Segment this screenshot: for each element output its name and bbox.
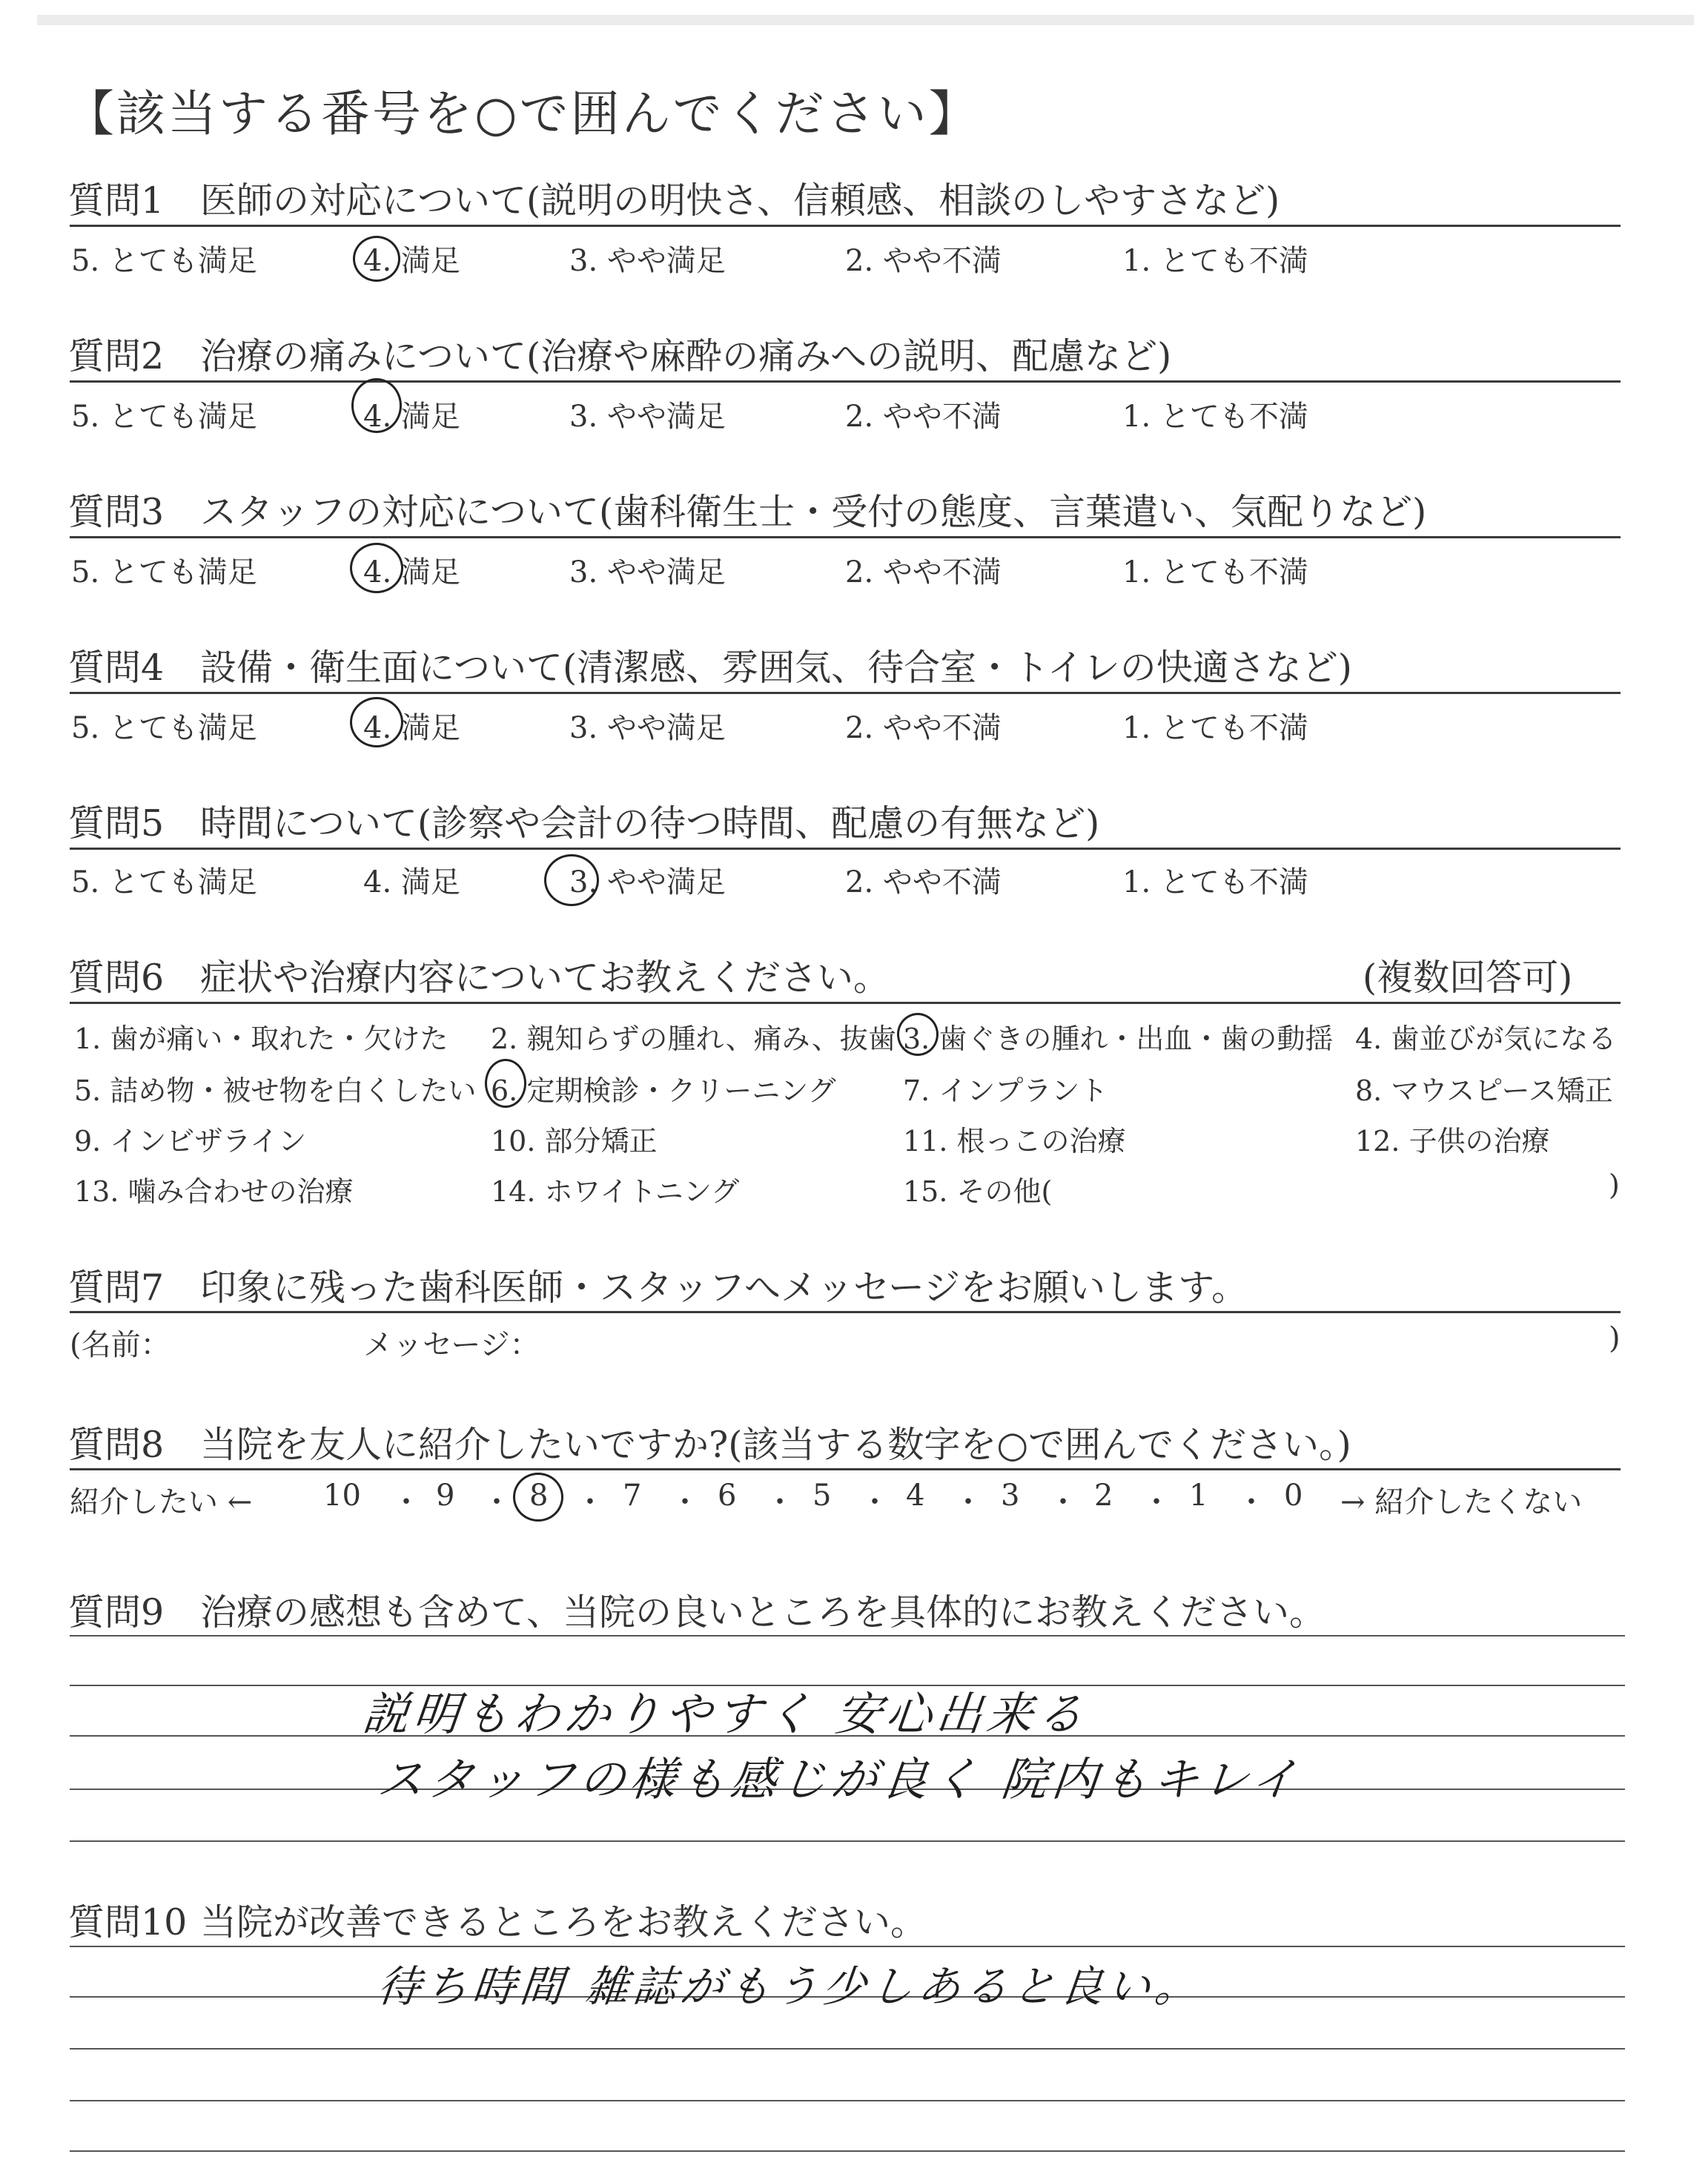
answer-line: [70, 1635, 1625, 1636]
answer-line: [70, 2100, 1625, 2101]
selection-circle: [353, 236, 400, 282]
question-text: スタッフの対応について(歯科衛生士・受付の態度、言葉遣い、気配りなど): [200, 491, 1427, 533]
option-2[interactable]: 2. やや不満: [845, 711, 1002, 745]
question-text: 設備・衛生面について(清潔感、雰囲気、待合室・トイレの快適さなど): [200, 647, 1352, 689]
divider: [70, 536, 1621, 538]
selection-circle: [897, 1013, 939, 1056]
divider: [70, 692, 1621, 694]
q6-option-4[interactable]: 4. 歯並びが気になる: [1355, 1023, 1617, 1055]
message-label[interactable]: メッセージ：: [363, 1328, 540, 1362]
question-text: 時間について(診察や会計の待つ時間、配慮の有無など): [200, 802, 1100, 845]
option-5[interactable]: 5. とても満足: [71, 711, 257, 745]
question-3-heading: [68, 483, 1426, 535]
handwritten-answer-line-1: 待ち時間 雑誌がもう少しあると良い。: [374, 1961, 1205, 2012]
divider: [70, 1002, 1621, 1004]
scale-4[interactable]: 4: [906, 1479, 925, 1513]
name-label[interactable]: (名前：: [70, 1328, 171, 1362]
scale-dot: ・: [953, 1485, 983, 1519]
question-number: 質問10: [68, 1901, 188, 1943]
handwritten-answer-line-1: 説明もわかりやすく 安心出来る: [360, 1687, 1091, 1741]
scale-10[interactable]: 10: [323, 1479, 361, 1513]
answer-line: [70, 1840, 1625, 1842]
question-5-heading: [68, 795, 1099, 847]
selection-circle: [513, 1473, 563, 1522]
q6-option-15[interactable]: 15. その他(: [903, 1175, 1053, 1208]
answer-line: [70, 1946, 1625, 1947]
question-number: 質問8: [68, 1424, 165, 1466]
q6-option-3[interactable]: 3. 歯ぐきの腫れ・出血・歯の動揺: [903, 1023, 1334, 1055]
q6-option-11[interactable]: 11. 根っこの治療: [903, 1125, 1126, 1157]
question-text: 当院を友人に紹介したいですか?(該当する数字を○で囲んでください。): [200, 1424, 1351, 1466]
option-3[interactable]: 3. やや満足: [569, 711, 726, 745]
question-number: 質問1: [68, 179, 165, 222]
scale-3[interactable]: 3: [1001, 1479, 1020, 1513]
divider: [70, 1311, 1621, 1313]
question-9-heading: [68, 1584, 1325, 1636]
question-text: 当院が改善できるところをお教えください。: [200, 1901, 927, 1943]
message-close: ): [1609, 1321, 1621, 1355]
selection-circle: [350, 543, 403, 593]
scan-top-edge: [37, 15, 1694, 25]
scale-dot: ・: [482, 1485, 512, 1519]
selection-circle: [544, 854, 599, 906]
q6-option-8[interactable]: 8. マウスピース矯正: [1355, 1074, 1613, 1107]
question-8-heading: [68, 1416, 1351, 1468]
divider: [70, 1468, 1621, 1470]
question-6-heading: [68, 949, 890, 1001]
answer-line: [70, 2048, 1625, 2050]
question-number: 質問9: [68, 1591, 165, 1634]
recommend-label: 紹介したい ←: [70, 1485, 253, 1519]
question-10-heading: [68, 1894, 927, 1946]
question-text: 治療の痛みについて(治療や麻酔の痛みへの説明、配慮など): [200, 335, 1172, 377]
question-number: 質問4: [68, 647, 165, 689]
option-4[interactable]: 4. 満足: [363, 711, 460, 745]
selection-circle: [350, 697, 403, 747]
option-5[interactable]: 5. とても満足: [71, 244, 257, 278]
divider: [70, 225, 1621, 227]
q6-option-12[interactable]: 12. 子供の治療: [1355, 1125, 1550, 1157]
q6-option-2[interactable]: 2. 親知らずの腫れ、痛み、抜歯: [491, 1023, 896, 1055]
q6-option-10[interactable]: 10. 部分矯正: [491, 1125, 658, 1157]
scale-8[interactable]: 8: [529, 1479, 549, 1513]
q6-option-14[interactable]: 14. ホワイトニング: [491, 1175, 740, 1208]
scale-1[interactable]: 1: [1189, 1479, 1208, 1513]
not-recommend-label: → 紹介したくない: [1340, 1485, 1583, 1519]
divider: [70, 848, 1621, 850]
q6-option-15-close: ): [1609, 1169, 1620, 1201]
page-title: 【該当する番号を○で囲んでください】: [65, 85, 980, 142]
selection-circle: [351, 378, 402, 433]
scale-7[interactable]: 7: [623, 1479, 642, 1513]
question-2-heading: [68, 328, 1171, 380]
option-2[interactable]: 2. やや不満: [845, 400, 1002, 434]
option-1[interactable]: 1. とても不満: [1122, 400, 1308, 434]
selection-circle: [485, 1059, 526, 1108]
option-3[interactable]: 3. やや満足: [569, 244, 726, 278]
q6-option-5[interactable]: 5. 詰め物・被せ物を白くしたい: [74, 1074, 477, 1107]
option-2[interactable]: 2. やや不満: [845, 244, 1002, 278]
handwritten-answer-line-2: スタッフの様も感じが良く 院内もキレイ: [374, 1752, 1305, 1806]
scale-dot: ・: [860, 1485, 890, 1519]
question-number: 質問3: [68, 491, 165, 533]
scale-dot: ・: [575, 1485, 605, 1519]
question-1-heading: [68, 172, 1280, 224]
q6-option-1[interactable]: 1. 歯が痛い・取れた・欠けた: [74, 1023, 448, 1055]
option-2[interactable]: 2. やや不満: [845, 865, 1002, 899]
option-1[interactable]: 1. とても不満: [1122, 711, 1308, 745]
scale-dot: ・: [670, 1485, 700, 1519]
q6-option-7[interactable]: 7. インプラント: [903, 1074, 1108, 1107]
question-number: 質問6: [68, 957, 165, 999]
option-1[interactable]: 1. とても不満: [1122, 555, 1308, 589]
scale-dot: ・: [1142, 1485, 1171, 1519]
question-4-heading: [68, 639, 1352, 691]
scale-6[interactable]: 6: [718, 1479, 737, 1513]
option-5[interactable]: 5. とても満足: [71, 555, 257, 589]
q6-option-9[interactable]: 9. インビザライン: [74, 1125, 307, 1157]
option-4[interactable]: 4. 満足: [363, 400, 460, 434]
option-4[interactable]: 4. 満足: [363, 244, 460, 278]
option-5[interactable]: 5. とても満足: [71, 865, 257, 899]
option-2[interactable]: 2. やや不満: [845, 555, 1002, 589]
question-text: 治療の感想も含めて、当院の良いところを具体的にお教えください。: [200, 1591, 1326, 1634]
question-7-heading: [68, 1259, 1248, 1311]
option-4[interactable]: 4. 満足: [363, 865, 460, 899]
option-5[interactable]: 5. とても満足: [71, 400, 257, 434]
q6-option-6[interactable]: 6. 定期検診・クリーニング: [491, 1074, 836, 1107]
answer-line: [70, 2150, 1625, 2152]
option-3[interactable]: 3. やや満足: [569, 400, 726, 434]
scale-dot: ・: [1237, 1485, 1266, 1519]
scale-dot: ・: [391, 1485, 421, 1519]
scale-dot: ・: [765, 1485, 795, 1519]
question-text: 印象に残った歯科医師・スタッフへメッセージをお願いします。: [200, 1266, 1248, 1309]
option-3[interactable]: 3. やや満足: [569, 865, 726, 899]
multiple-answer-note: (複数回答可): [1363, 957, 1573, 999]
option-1[interactable]: 1. とても不満: [1122, 244, 1308, 278]
scale-0[interactable]: 0: [1284, 1479, 1303, 1513]
option-4[interactable]: 4. 満足: [363, 555, 460, 589]
question-text: 医師の対応について(説明の明快さ、信頼感、相談のしやすさなど): [200, 179, 1280, 222]
option-3[interactable]: 3. やや満足: [569, 555, 726, 589]
question-text: 症状や治療内容についてお教えください。: [200, 957, 890, 999]
divider: [70, 380, 1621, 383]
scale-9[interactable]: 9: [436, 1479, 455, 1513]
question-number: 質問5: [68, 802, 165, 845]
option-1[interactable]: 1. とても不満: [1122, 865, 1308, 899]
scale-5[interactable]: 5: [812, 1479, 832, 1513]
q6-option-13[interactable]: 13. 噛み合わせの治療: [74, 1175, 354, 1208]
question-number: 質問2: [68, 335, 165, 377]
question-number: 質問7: [68, 1266, 165, 1309]
scale-2[interactable]: 2: [1094, 1479, 1113, 1513]
scale-dot: ・: [1048, 1485, 1078, 1519]
